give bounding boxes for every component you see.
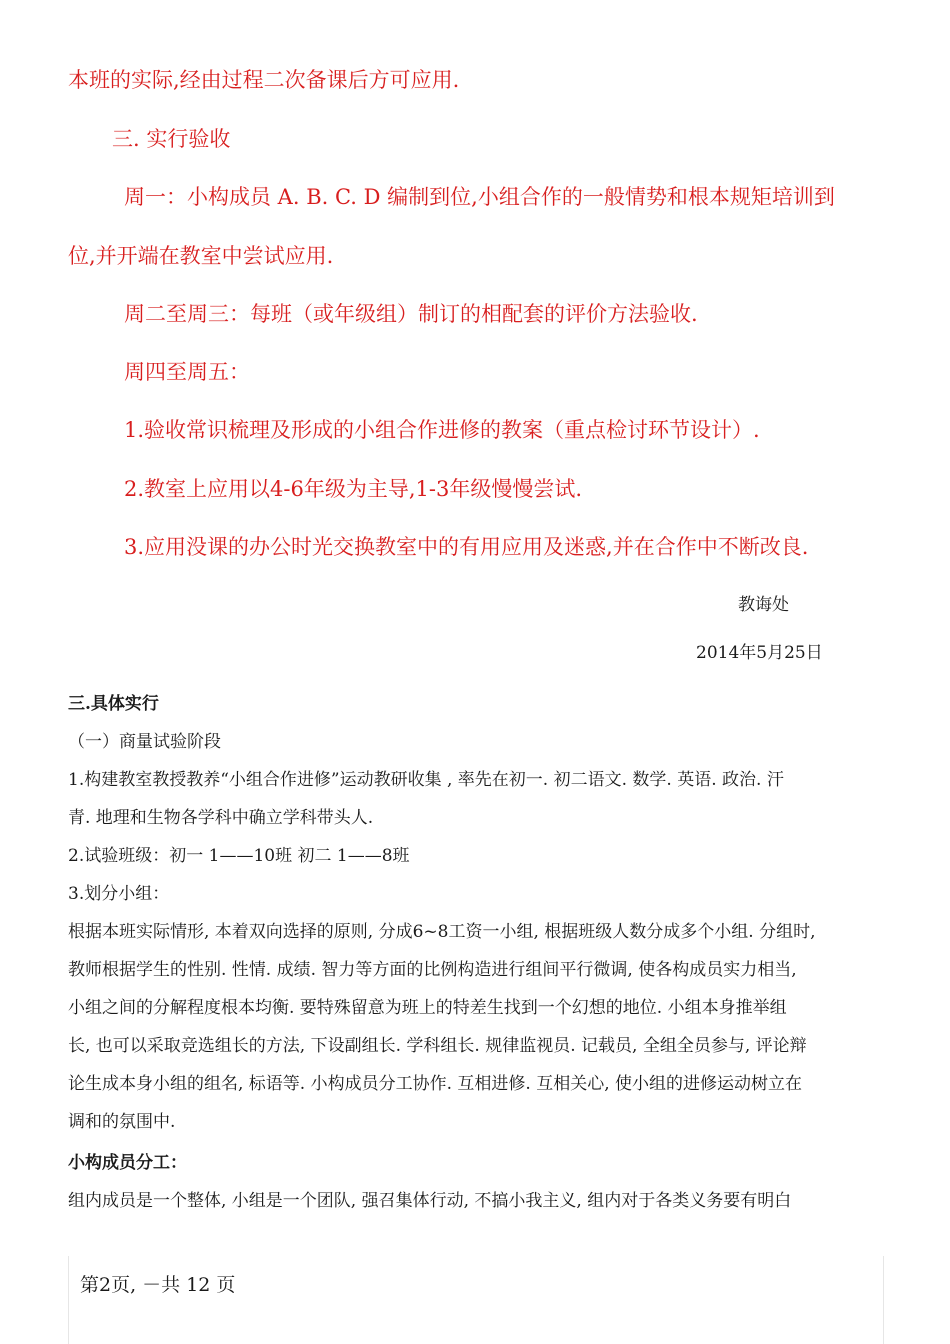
paragraph-2: 2.试验班级：初一 1——10班 初二 1——8班 bbox=[68, 846, 410, 866]
paragraph-3: 3.划分小组： bbox=[68, 884, 170, 904]
paragraph-4-line-1: 根据本班实际情形, 本着双向选择的原则, 分成6~8工资一小组, 根据班级人数分成多个小组. 分组时, bbox=[68, 922, 816, 942]
paragraph-4-line-4: 长, 也可以采取竞选组长的方法, 下设副组长. 学科组长. 规律监视员. 记载员, 全组全员参与, 评论辩 bbox=[68, 1036, 807, 1056]
item-3: 3.应用没课的办公时光交换教室中的有用应用及迷惑,并在合作中不断改良. bbox=[124, 535, 809, 559]
paragraph-5: 组内成员是一个整体, 小组是一个团队, 强召集体行动, 不搞小我主义, 组内对于各类义务要有明白 bbox=[68, 1191, 792, 1211]
paragraph-4-line-5: 论生成本身小组的组名, 标语等. 小构成员分工协作. 互相进修. 互相关心, 使小组的进修运动树立在 bbox=[68, 1074, 803, 1094]
paragraph-1-line-2: 青. 地理和生物各学科中确立学科带头人. bbox=[68, 808, 374, 828]
item-2: 2.教室上应用以4-6年级为主导,1-3年级慢慢尝试. bbox=[124, 477, 583, 501]
monday-line-2: 位,并开端在教室中尝试应用. bbox=[68, 244, 334, 268]
signature-office: 教诲处 bbox=[738, 595, 789, 615]
section-heading: 三.具体实行 bbox=[68, 694, 159, 714]
red-line-1: 本班的实际,经由过程二次备课后方可应用. bbox=[68, 68, 460, 92]
member-division-heading: 小构成员分工： bbox=[68, 1153, 187, 1173]
paragraph-4-line-2: 教师根据学生的性别. 性情. 成绩. 智力等方面的比例构造进行组间平行微调, 使各构成员实力相当, bbox=[68, 960, 797, 980]
page-number: 第2页, －共 12 页 bbox=[80, 1274, 236, 1296]
subsection-heading: （一）商量试验阶段 bbox=[68, 732, 221, 752]
tuesday-line: 周二至周三：每班（或年级组）制订的相配套的评价方法验收. bbox=[124, 302, 698, 326]
signature-date: 2014年5月25日 bbox=[696, 643, 823, 663]
paragraph-4-line-3: 小组之间的分解程度根本均衡. 要特殊留意为班上的特差生找到一个幻想的地位. 小组本身推举组 bbox=[68, 998, 787, 1018]
acceptance-heading: 三. 实行验收 bbox=[112, 127, 231, 151]
item-1: 1.验收常识梳理及形成的小组合作进修的教案（重点检讨环节设计）. bbox=[124, 418, 760, 442]
monday-line-1: 周一：小构成员 A. B. C. D 编制到位,小组合作的一般情势和根本规矩培训到 bbox=[124, 185, 835, 209]
paragraph-4-line-6: 调和的氛围中. bbox=[68, 1112, 176, 1132]
paragraph-1-line-1: 1.构建教室教授教养“小组合作进修”运动教研收集 , 率先在初一. 初二语文. 数学. 英语. 政治. 汗 bbox=[68, 770, 784, 790]
thursday-line: 周四至周五： bbox=[124, 360, 250, 384]
